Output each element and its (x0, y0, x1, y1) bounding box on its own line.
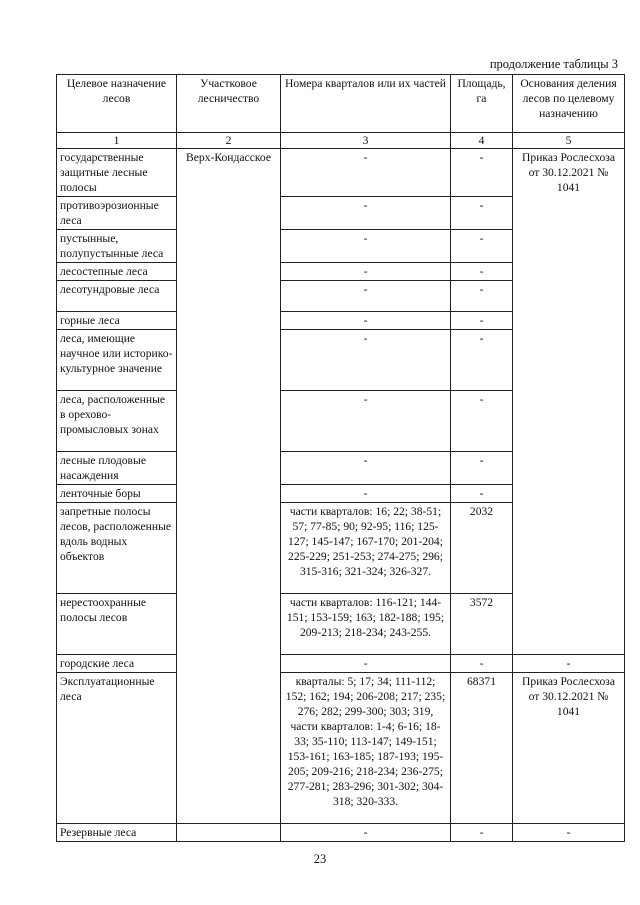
purpose-cell: Эксплуатационные леса (57, 673, 177, 824)
quarters-cell: - (281, 197, 451, 230)
area-cell: - (451, 655, 513, 673)
area-cell: - (451, 330, 513, 391)
area-cell: 68371 (451, 673, 513, 824)
area-cell: - (451, 263, 513, 281)
purpose-cell: государственные защитные лесные полосы (57, 149, 177, 197)
basis-cell: Приказ Рослесхоза от 30.12.2021 № 1041 (513, 149, 625, 655)
basis-cell: - (513, 824, 625, 842)
column-number: 3 (281, 133, 451, 149)
quarters-cell: - (281, 230, 451, 263)
area-cell: - (451, 485, 513, 503)
area-cell: - (451, 149, 513, 197)
header-purpose: Целевое назначение лесов (57, 75, 177, 133)
quarters-cell: - (281, 452, 451, 485)
purpose-cell: лесотундровые леса (57, 281, 177, 312)
district-cell: Верх-Кондасское (177, 149, 281, 824)
area-cell: - (451, 452, 513, 485)
district-cell-empty (177, 824, 281, 842)
quarters-cell: - (281, 312, 451, 330)
quarters-cell: - (281, 655, 451, 673)
header-quarters: Номера кварталов или их частей (281, 75, 451, 133)
table-row (57, 655, 625, 673)
area-cell: - (451, 230, 513, 263)
basis-cell: - (513, 655, 625, 673)
purpose-cell: пустынные, полупустынные леса (57, 230, 177, 263)
area-cell: - (451, 197, 513, 230)
table-row (57, 149, 625, 197)
purpose-cell: ленточные боры (57, 485, 177, 503)
quarters-cell: части кварталов: 16; 22; 38-51; 57; 77-85; 90; 92-95; 116; 125-127; 145-147; 167-170; 201-204; 225-229; 251-253; 274-275; 296; 315-316; 321-324; 326-327. (281, 503, 451, 594)
column-number: 4 (451, 133, 513, 149)
area-cell: 2032 (451, 503, 513, 594)
quarters-cell: - (281, 281, 451, 312)
quarters-cell: кварталы: 5; 17; 34; 111-112; 152; 162; 194; 206-208; 217; 235; 276; 282; 299-300; 303; 319, части кварталов: 1-4; 6-16; 18-33; 35-110; 113-147; 149-151; 153-161; 163-185; 187-193; 195-205; 209-216; 218-234; 236-275; 277-281; 283-296; 301-302; 304-318; 320-333. (281, 673, 451, 824)
forest-purpose-table (56, 74, 625, 842)
quarters-cell: - (281, 391, 451, 452)
basis-cell: Приказ Рослесхоза от 30.12.2021 № 1041 (513, 673, 625, 824)
header-row (57, 75, 625, 133)
purpose-cell: городские леса (57, 655, 177, 673)
column-number-row (57, 133, 625, 149)
quarters-cell: - (281, 330, 451, 391)
quarters-cell: - (281, 149, 451, 197)
quarters-cell: части кварталов: 116-121; 144-151; 153-159; 163; 182-188; 195; 209-213; 218-234; 243-255. (281, 594, 451, 655)
header-district: Участковое лесничество (177, 75, 281, 133)
purpose-cell: Резервные леса (57, 824, 177, 842)
purpose-cell: противоэрозионные леса (57, 197, 177, 230)
purpose-cell: лесные плодовые насаждения (57, 452, 177, 485)
area-cell: - (451, 391, 513, 452)
column-number: 2 (177, 133, 281, 149)
header-basis: Основания деления лесов по целевому назначению (513, 75, 625, 133)
area-cell: - (451, 312, 513, 330)
quarters-cell: - (281, 485, 451, 503)
table-row (57, 673, 625, 824)
page-number: 23 (313, 852, 327, 866)
purpose-cell: запретные полосы лесов, расположенные вдоль водных объектов (57, 503, 177, 594)
area-cell: 3572 (451, 594, 513, 655)
purpose-cell: лесостепные леса (57, 263, 177, 281)
purpose-cell: леса, имеющие научное или историко-культурное значение (57, 330, 177, 391)
table-row (57, 824, 625, 842)
purpose-cell: горные леса (57, 312, 177, 330)
quarters-cell: - (281, 824, 451, 842)
purpose-cell: нерестоохранные полосы лесов (57, 594, 177, 655)
area-cell: - (451, 281, 513, 312)
purpose-cell: леса, расположенные в орехово-промысловых зонах (57, 391, 177, 452)
column-number: 5 (513, 133, 625, 149)
column-number: 1 (57, 133, 177, 149)
table-caption: продолжение таблицы 3 (489, 57, 618, 71)
area-cell: - (451, 824, 513, 842)
header-area: Площадь, га (451, 75, 513, 133)
quarters-cell: - (281, 263, 451, 281)
